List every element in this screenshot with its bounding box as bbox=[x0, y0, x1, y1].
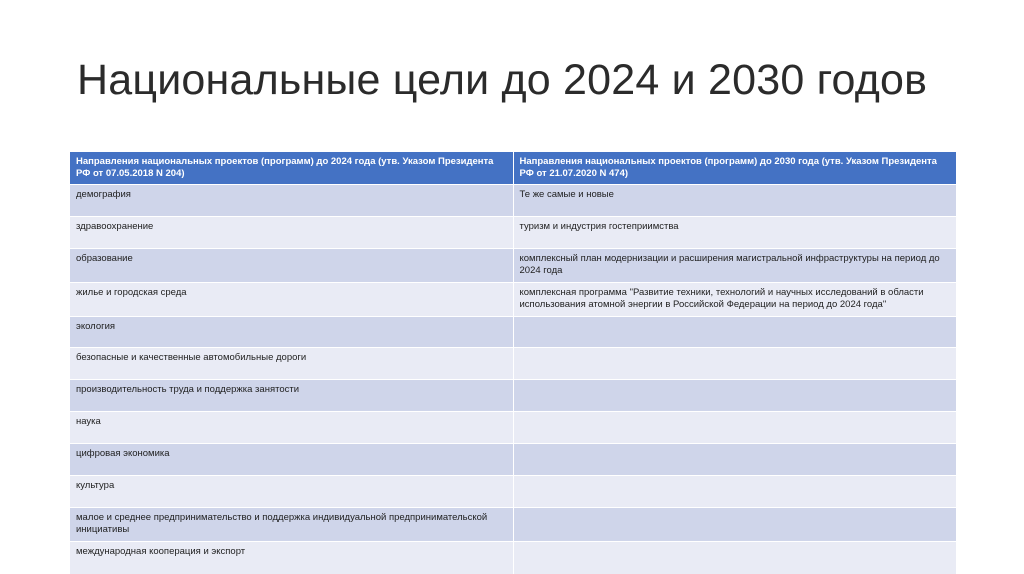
table-row bbox=[70, 217, 956, 249]
table-row bbox=[70, 444, 956, 476]
cell-2030: туризм и индустрия гостеприимства bbox=[513, 217, 956, 249]
cell-2024: малое и среднее предпринимательство и поддержка индивидуальной предпринимательской инициативы bbox=[70, 508, 513, 542]
cell-2030: Те же самые и новые bbox=[513, 185, 956, 217]
table-row bbox=[70, 476, 956, 508]
header-2024: Направления национальных проектов (программ) до 2024 года (утв. Указом Президента РФ от 07.05.2018 N 204) bbox=[70, 152, 513, 185]
cell-2024: образование bbox=[70, 249, 513, 283]
table-row bbox=[70, 380, 956, 412]
table-row bbox=[70, 508, 956, 542]
cell-2030 bbox=[513, 508, 956, 542]
cell-2030: комплексный план модернизации и расширения магистральной инфраструктуры на период до 2024 года bbox=[513, 249, 956, 283]
cell-2030 bbox=[513, 476, 956, 508]
cell-2030 bbox=[513, 380, 956, 412]
table-row bbox=[70, 348, 956, 380]
table-header-row bbox=[70, 152, 956, 185]
cell-2030: комплексная программа "Развитие техники, технологий и научных исследований в области использования атомной энергии в Российской Федерации на период до 2024 года" bbox=[513, 283, 956, 317]
cell-2024: международная кооперация и экспорт bbox=[70, 542, 513, 574]
cell-2024: экология bbox=[70, 317, 513, 348]
cell-2030 bbox=[513, 412, 956, 444]
table-row bbox=[70, 185, 956, 217]
cell-2030 bbox=[513, 444, 956, 476]
national-goals-table bbox=[70, 152, 956, 574]
header-2030: Направления национальных проектов (программ) до 2030 года (утв. Указом Президента РФ от 21.07.2020 N 474) bbox=[513, 152, 956, 185]
table-row bbox=[70, 317, 956, 348]
table-row bbox=[70, 249, 956, 283]
cell-2030 bbox=[513, 317, 956, 348]
cell-2030 bbox=[513, 542, 956, 574]
cell-2024: наука bbox=[70, 412, 513, 444]
cell-2024: производительность труда и поддержка занятости bbox=[70, 380, 513, 412]
cell-2030 bbox=[513, 348, 956, 380]
cell-2024: культура bbox=[70, 476, 513, 508]
national-goals-table-container bbox=[70, 152, 956, 574]
slide-title: Национальные цели до 2024 и 2030 годов bbox=[77, 56, 928, 104]
cell-2024: демография bbox=[70, 185, 513, 217]
cell-2024: цифровая экономика bbox=[70, 444, 513, 476]
cell-2024: здравоохранение bbox=[70, 217, 513, 249]
table-row bbox=[70, 283, 956, 317]
cell-2024: безопасные и качественные автомобильные дороги bbox=[70, 348, 513, 380]
table-row bbox=[70, 412, 956, 444]
table-row bbox=[70, 542, 956, 574]
cell-2024: жилье и городская среда bbox=[70, 283, 513, 317]
